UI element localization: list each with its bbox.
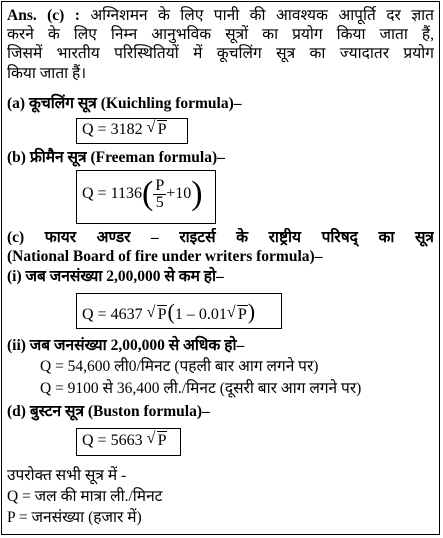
formula-c-i-radicand-2: P	[237, 306, 247, 323]
formula-c-ii-2: Q = 9100 से 36,400 ली./मिनट (दूसरी बार आग लगने पर)	[40, 380, 362, 397]
intro-line-3: जिसमें भारतीय परिस्थितियों में कूचलिंग सूत्र का ज्यादातर प्रयोग	[7, 45, 434, 62]
formula-b-plus-term: +10	[166, 185, 192, 202]
formula-a-radicand: P	[157, 121, 167, 138]
formula-c-i	[82, 299, 255, 325]
formula-c-ii-1: Q = 54,600 ली0/मिनट (पहली बार आग लगने पर)	[40, 358, 319, 375]
fraction-numerator: P	[155, 176, 165, 194]
formula-d-radicand: P	[157, 432, 167, 449]
sqrt-symbol: √ P	[146, 119, 167, 138]
left-paren: (	[167, 299, 175, 324]
note-heading: उपरोक्त सभी सूत्र में -	[7, 467, 127, 484]
note-p: P = जनसंख्या (हजार में)	[7, 509, 142, 526]
heading-c-ii: (ii) जब जनसंख्या 2,00,000 से अधिक हो–	[7, 337, 245, 354]
intro-line-4: किया जाता हैं।	[7, 65, 87, 82]
fraction-denominator: 5	[155, 193, 164, 211]
heading-a: (a) कूचलिंग सूत्र (Kuichling formula)–	[7, 95, 242, 112]
formula-a-lhs: Q = 3182	[82, 121, 143, 138]
heading-c-i: (i) जब जनसंख्या 2,00,000 से कम हो–	[7, 268, 224, 285]
sqrt-symbol: √ P	[226, 304, 247, 323]
left-paren: (	[141, 175, 154, 212]
formula-c-i-middle: 1 – 0.01	[174, 306, 227, 323]
heading-d: (d) बुस्टन सूत्र (Buston formula)–	[7, 403, 210, 420]
sqrt-symbol: √ P	[146, 304, 167, 323]
formula-c-i-lhs: Q = 4637	[82, 306, 143, 323]
answer-label: Ans. (c) :	[7, 7, 80, 24]
heading-b: (b) फ्रीमैन सूत्र (Freeman formula)–	[7, 149, 225, 166]
intro-text-1: अग्निशमन के लिए पानी की आवश्यक आपूर्ति दर ज्ञात	[90, 7, 434, 24]
heading-c-line-1: (c) फायर अण्डर – राइटर्स के राष्ट्रीय परिषद् का सूत्र	[7, 229, 434, 246]
intro-line-2: करने के लिए निम्न आनुभविक सूत्रों का प्रयोग किया जाता हैं,	[7, 26, 434, 43]
formula-a	[82, 121, 167, 139]
right-paren: )	[191, 175, 203, 212]
fraction	[153, 178, 166, 211]
formula-c-i-radicand: P	[157, 306, 167, 323]
formula-d	[82, 432, 167, 450]
intro-line-1	[7, 6, 434, 25]
right-paren: )	[247, 299, 256, 324]
formula-b-lhs: Q = 1136	[82, 185, 142, 202]
heading-c-line-2: (National Board of fire under writers formula)–	[7, 248, 323, 265]
formula-b	[82, 177, 203, 211]
sqrt-symbol: √ P	[146, 430, 167, 449]
note-q: Q = जल की मात्रा ली./मिनट	[7, 488, 163, 505]
formula-d-lhs: Q = 5663	[82, 432, 143, 449]
